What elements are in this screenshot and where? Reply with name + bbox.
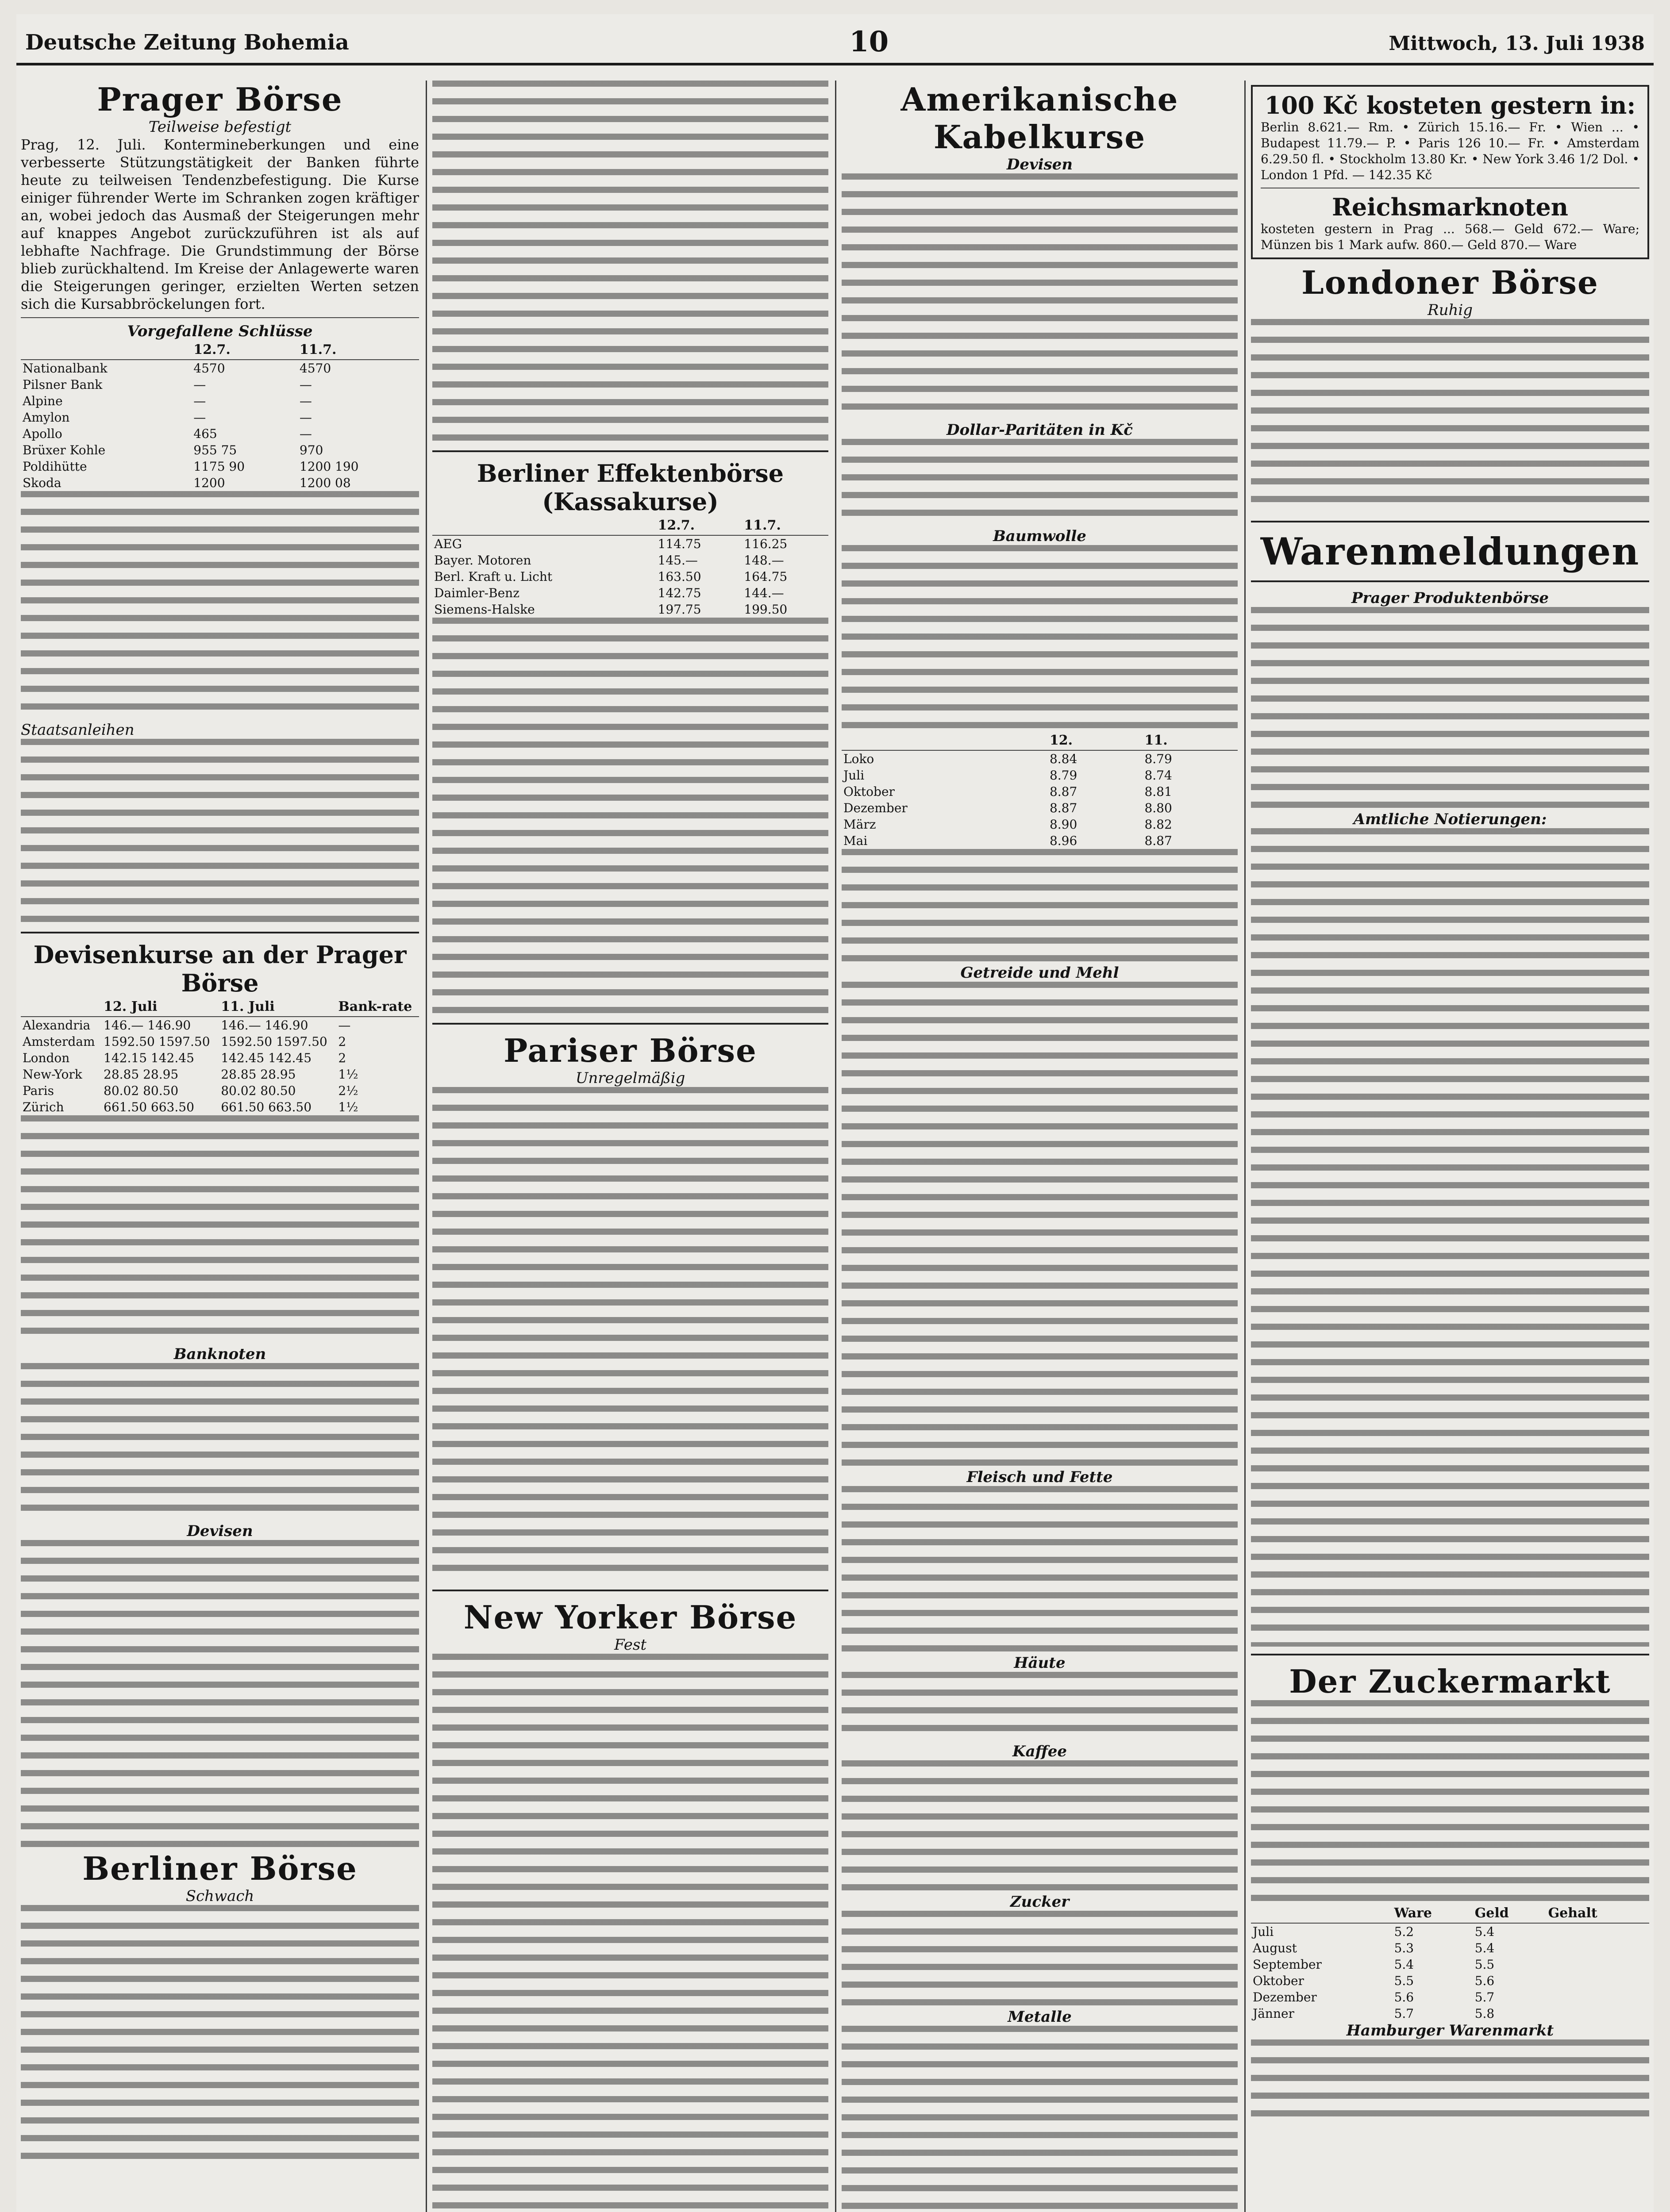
- column-berlin-paris: [432, 81, 828, 2212]
- divider: [432, 450, 828, 452]
- banknotes-text: [21, 1363, 419, 1522]
- table-row: Oktober 8.87 8.81: [843, 784, 1172, 799]
- prague-exchange-report: Prag, 12. Juli. Kontermineberkungen und eine verbesserte Stützungstätigkeit der Banken führte heute zu teilweisen Tendenzbefestigung. Die Kurse einiger führender Werte im Schranken zogen kräftiger an, wobei jedoch das Ausmaß der Steigerungen mehr auf knappes Angebot zurückzuführen ist als auf lebhafte Nachfrage. Die Grundstimmung der Börse blieb zurückhaltend. Im Kreise der Anlagewerte waren die Steigerungen geringer, erzielten Werten setzen sich die Kursabbröckelungen fort.: [21, 136, 419, 312]
- newyork-exchange-text: [432, 1654, 828, 2212]
- newspaper-page: [16, 14, 1654, 2212]
- grain-text: [842, 982, 1238, 1468]
- produce-exchange-text: [1251, 607, 1649, 810]
- table-row: Berl. Kraft u. Licht 163.50 164.75: [434, 569, 788, 584]
- table-row: Amsterdam 1592.50 1597.50 1592.50 1597.50 2: [23, 1034, 346, 1049]
- newyork-exchange-subtitle: Fest: [614, 1636, 646, 1654]
- sugar-text: [842, 1911, 1238, 2008]
- cotton-title: Baumwolle: [993, 527, 1086, 545]
- berlin-effects-listing: [432, 618, 828, 1016]
- divider: [1251, 1654, 1649, 1655]
- table-row: März 8.90 8.82: [843, 817, 1172, 832]
- state-loans-text: [21, 739, 419, 925]
- hides-title: Häute: [1014, 1654, 1066, 1672]
- page-number: 10: [849, 25, 889, 58]
- closings-table: [21, 340, 419, 491]
- sugar-market-title: Der Zuckermarkt: [1289, 1663, 1611, 1700]
- table-row: Loko 8.84 8.79: [843, 752, 1172, 766]
- divider: [1251, 580, 1649, 582]
- metals-title: Metalle: [1008, 2008, 1072, 2026]
- london-exchange-title: Londoner Börse: [1301, 264, 1599, 301]
- reichsmark-title: Reichsmarknoten: [1331, 193, 1569, 221]
- metals-text: [842, 2026, 1238, 2212]
- table-row: Mai 8.96 8.87: [843, 833, 1172, 848]
- divider: [21, 932, 419, 933]
- fx-title: Devisenkurse an der Prager Börse: [33, 941, 407, 997]
- table-row: Alpine — —: [23, 394, 312, 408]
- american-cables-title: Amerikanische Kabelkurse: [900, 81, 1179, 156]
- column-separator: [835, 81, 836, 2212]
- table-row: Juli 5.2 5.4: [1253, 1924, 1495, 1939]
- grain-title: Getreide und Mehl: [960, 964, 1119, 982]
- newspaper-name: Deutsche Zeitung Bohemia: [25, 30, 349, 55]
- table-row: Apollo 465 —: [23, 426, 312, 441]
- table-row: New-York 28.85 28.95 28.85 28.95 1½: [23, 1067, 358, 1082]
- dollar-parities-title: Dollar-Paritäten in Kč: [947, 421, 1133, 439]
- exchange-rates-box: [1251, 85, 1649, 259]
- column-separator: [1244, 81, 1246, 2212]
- table-row: Alexandria 146.— 146.90 146.— 146.90 —: [23, 1018, 351, 1033]
- devisen-title: Devisen: [187, 1522, 253, 1540]
- column-american: [842, 81, 1238, 2212]
- divider: [432, 1023, 828, 1025]
- table-row: London 142.15 142.45 142.45 142.45 2: [23, 1051, 346, 1065]
- sugar-title: Zucker: [1010, 1893, 1070, 1911]
- berlin-effects-table: 12.7. 11.7. AEG 114.75 116.25 Bayer. Motoren 145.— 148.— Berl. Kraft u. Licht 163.50 164.75 Daimler-Benz 142.75 144.— Siemens-Halske 197.75 199.50: [432, 516, 828, 618]
- table-row: Brüxer Kohle 955 75 970: [23, 443, 323, 457]
- berlin-exchange-text: [21, 1905, 419, 2170]
- meat-text: [842, 1486, 1238, 1654]
- devisen-text: [21, 1540, 419, 1850]
- table-row: Skoda 1200 1200 08: [23, 476, 351, 490]
- meat-title: Fleisch und Fette: [966, 1468, 1113, 1486]
- banknotes-title: Banknoten: [173, 1345, 266, 1363]
- table-row: Daimler-Benz 142.75 144.—: [434, 586, 784, 600]
- cotton-text: [842, 545, 1238, 731]
- paris-exchange-text: [432, 1087, 828, 1582]
- table-row: Poldihütte 1175 90 1200 190: [23, 459, 359, 474]
- table-row: Nationalbank 4570 4570: [23, 361, 331, 376]
- hides-text: [842, 1672, 1238, 1743]
- table-row: September 5.4 5.5: [1253, 1957, 1495, 1972]
- divider: [432, 1590, 828, 1591]
- paris-exchange-subtitle: Unregelmäßig: [575, 1069, 685, 1087]
- table-row: Jänner 5.7 5.8: [1253, 2006, 1495, 2021]
- cotton-neworleans-text: [842, 849, 1238, 964]
- produce-exchange-title: Prager Produktenbörse: [1351, 589, 1549, 607]
- table-row: Dezember 8.87 8.80: [843, 801, 1172, 815]
- official-quotes-listing: [1251, 828, 1649, 1647]
- prague-exchange-title: Prager Börse: [97, 81, 343, 118]
- table-row: Pilsner Bank — —: [23, 377, 312, 392]
- column-separator: [426, 81, 427, 2212]
- table-row: Oktober 5.5 5.6: [1253, 1974, 1495, 1988]
- table-row: Amylon — —: [23, 410, 312, 425]
- coffee-text: [842, 1760, 1238, 1893]
- table-row: August 5.3 5.4: [1253, 1941, 1495, 1955]
- goods-reports-title: Warenmeldungen: [1260, 530, 1640, 573]
- table-row: AEG 114.75 116.25: [434, 537, 788, 551]
- closings-header: 11.7.: [298, 340, 419, 360]
- issue-date: Mittwoch, 13. Juli 1938: [1389, 32, 1645, 55]
- sugar-market-text: [1251, 1700, 1649, 1904]
- divider: [21, 317, 419, 318]
- table-row: Juli 8.79 8.74: [843, 768, 1172, 783]
- berlin-effects-title: Berliner Effektenbörse (Kassakurse): [477, 459, 784, 516]
- hamburg-market-title: Hamburger Warenmarkt: [1346, 2022, 1554, 2039]
- official-quotes-title: Amtliche Notierungen:: [1353, 810, 1547, 828]
- newyork-exchange-title: New Yorker Börse: [463, 1598, 797, 1636]
- column-prague: [21, 81, 419, 2212]
- fx-table: 12. Juli 11. Juli Bank-rate Alexandria 146.— 146.90 146.— 146.90 — Amsterdam 1592.50 1597.50 1592.50 1597.50 2 London 142.15 142.45 142.45 142.45 2 New-York 28.85 28.95 28.85 28.95 1½ Paris 80.02 80.50 80.02 80.50 2½ Zürich 661.50 663.50 661.50 663.50 1½: [21, 997, 419, 1115]
- closings-header: 12.7.: [192, 340, 298, 360]
- divider: [1251, 521, 1649, 522]
- cotton-table: 12. 11. Loko 8.84 8.79 Juli 8.79 8.74 Oktober 8.87 8.81 Dezember 8.87 8.80 März 8.90 8.82 Mai 8.96 8.87: [842, 731, 1238, 849]
- london-exchange-text: [1251, 319, 1649, 514]
- sugar-market-table: Ware Geld Gehalt Juli 5.2 5.4 August 5.3 5.4 September 5.4 5.5 Oktober 5.5 5.6 Dezember 5.6 5.7 Jänner 5.7 5.8: [1251, 1904, 1649, 2022]
- masthead: [16, 14, 1654, 65]
- table-row: Paris 80.02 80.50 80.02 80.50 2½: [23, 1083, 358, 1098]
- berlin-exchange-subtitle: Schwach: [185, 1887, 254, 1905]
- stock-listing-text: [21, 491, 419, 721]
- table-row: Bayer. Motoren 145.— 148.—: [434, 553, 784, 568]
- fx-continued-text: [21, 1115, 419, 1345]
- dollar-parities-text: [842, 439, 1238, 527]
- exchange-rates-box-text: Berlin 8.621.— Rm. • Zürich 15.16.— Fr. • Wien ... • Budapest 11.79.— P. • Paris 126 10.— Fr. • Amsterdam 6.29.50 fl. • Stockholm 13.80 Kr. • New York 3.46 1/2 Dol. • London 1 Pfd. — 142.35 Kč: [1261, 120, 1639, 182]
- american-devisen-title: Devisen: [1006, 156, 1073, 173]
- coffee-title: Kaffee: [1012, 1743, 1067, 1760]
- closings-title: Vorgefallene Schlüsse: [127, 323, 313, 340]
- london-exchange-subtitle: Ruhig: [1427, 301, 1473, 319]
- table-row: Dezember 5.6 5.7: [1253, 1990, 1495, 2005]
- state-loans-title: Staatsanleihen: [21, 721, 135, 739]
- paris-exchange-title: Pariser Börse: [504, 1032, 757, 1069]
- berlin-exchange-title: Berliner Börse: [82, 1850, 358, 1887]
- prague-exchange-subtitle: Teilweise befestigt: [148, 118, 292, 136]
- hamburg-market-text: [1251, 2039, 1649, 2128]
- column-london-goods: [1251, 81, 1649, 2212]
- exchange-rates-box-title: 100 Kč kosteten gestern in:: [1264, 91, 1636, 119]
- table-row: Zürich 661.50 663.50 661.50 663.50 1½: [23, 1100, 358, 1114]
- american-devisen-text: [842, 173, 1238, 421]
- prague-exchange-continued: [432, 81, 828, 443]
- reichsmark-text: kosteten gestern in Prag ... 568.— Geld 672.— Ware; Münzen bis 1 Mark aufw. 860.— Geld 870.— Ware: [1261, 222, 1639, 252]
- table-row: Siemens-Halske 197.75 199.50: [434, 602, 788, 617]
